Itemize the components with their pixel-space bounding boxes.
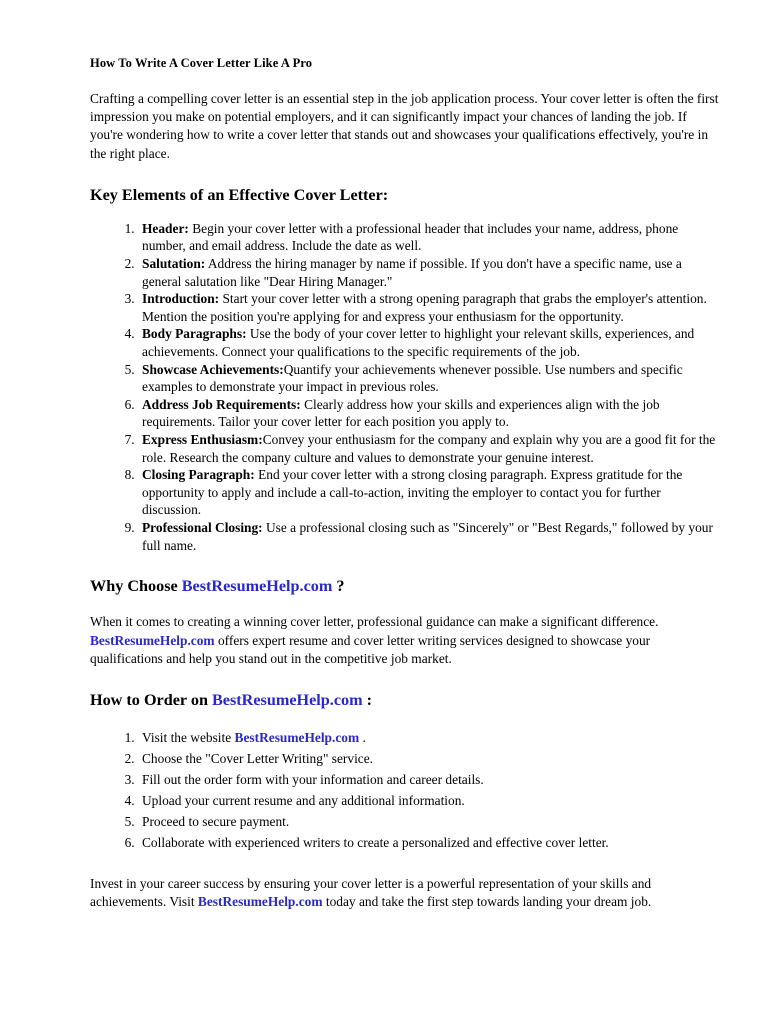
list-item-text: Start your cover letter with a strong opening paragraph that grabs the employer's attention. Mention the position you're applying for and express your enthusiasm for the opportunity. <box>142 291 707 324</box>
list-item <box>138 290 720 325</box>
heading-text-after: ? <box>332 577 345 596</box>
list-item-term: Professional Closing: <box>142 519 263 535</box>
list-item <box>138 769 720 790</box>
list-item-text: End your cover letter with a strong closing paragraph. Express gratitude for the opportunity to apply and include a call-to-action, inviting the employer to contact you for further discussion. <box>142 467 683 518</box>
section-heading-why-choose <box>90 576 720 597</box>
list-item <box>138 361 720 396</box>
key-elements-list <box>90 220 720 554</box>
brand-link[interactable]: BestResumeHelp.com <box>181 577 333 596</box>
step-text-before: Visit the website <box>142 730 235 746</box>
list-item <box>138 325 720 360</box>
list-item-text: Use a professional closing such as "Sincerely" or "Best Regards," followed by your full name. <box>142 519 713 553</box>
brand-link[interactable]: BestResumeHelp.com <box>234 730 360 746</box>
list-item <box>138 519 720 554</box>
brand-link[interactable]: BestResumeHelp.com <box>90 632 215 648</box>
step-text-before: Upload your current resume and any additional information. <box>142 793 465 809</box>
list-item-term: Introduction: <box>142 291 220 307</box>
list-item <box>138 396 720 431</box>
list-item <box>138 431 720 466</box>
list-item <box>138 748 720 769</box>
list-item-text: Convey your enthusiasm for the company and explain why you are a good fit for the role. Research the company culture and values to demonstrate your genuine interest. <box>142 432 716 465</box>
document-content <box>90 56 720 912</box>
step-text-before: Collaborate with experienced writers to create a personalized and effective cover letter. <box>142 835 609 851</box>
brand-link[interactable]: BestResumeHelp.com <box>212 691 363 710</box>
heading-text-after: : <box>362 691 373 710</box>
intro-paragraph: Crafting a compelling cover letter is an essential step in the job application process. Your cover letter is often the first impression you make on potential employers, and it can significantly impact your chances of landing the job. If you're wondering how to write a cover letter that stands out and showcases your qualifications effectively, you're in the right place. <box>90 90 719 161</box>
list-item <box>138 727 720 748</box>
list-item <box>138 832 720 853</box>
section-heading-how-to-order <box>90 690 720 711</box>
list-item-term: Salutation: <box>142 256 206 272</box>
page-title: How To Write A Cover Letter Like A Pro <box>90 56 313 70</box>
list-item <box>138 811 720 832</box>
closing-paragraph <box>90 875 720 912</box>
list-item-text: Quantify your achievements whenever possible. Use numbers and specific examples to demonstrate your impact in previous roles. <box>142 361 683 395</box>
step-text-before: Proceed to secure payment. <box>142 814 290 830</box>
step-text-before: Choose the "Cover Letter Writing" service. <box>142 751 374 767</box>
order-steps-list <box>90 727 720 853</box>
list-item-text: Clearly address how your skills and experiences align with the job requirements. Tailor your cover letter for each position you apply to. <box>142 396 660 430</box>
step-text-after: . <box>359 730 366 746</box>
step-text-before: Fill out the order form with your information and career details. <box>142 772 484 788</box>
heading-text-before: How to Order on <box>90 691 212 710</box>
list-item-text: Address the hiring manager by name if possible. If you don't have a specific name, use a general salutation like "Dear Hiring Manager." <box>142 256 682 289</box>
section-heading-key-elements: Key Elements of an Effective Cover Letter: <box>90 185 389 204</box>
list-item <box>138 466 720 519</box>
list-item-term: Closing Paragraph: <box>142 467 255 483</box>
list-item <box>138 255 720 290</box>
list-item-term: Address Job Requirements: <box>142 396 301 412</box>
list-item <box>138 790 720 811</box>
list-item <box>138 220 720 255</box>
list-item-term: Header: <box>142 220 189 236</box>
paragraph-text-after: today and take the first step towards landing your dream job. <box>322 894 652 910</box>
list-item-text: Use the body of your cover letter to highlight your relevant skills, experiences, and achievements. Connect your qualifications to the specific requirements of the job. <box>142 326 695 360</box>
brand-link[interactable]: BestResumeHelp.com <box>197 894 323 910</box>
list-item-text: Begin your cover letter with a professional header that includes your name, address, phone number, and email address. Include the date as well. <box>142 220 679 254</box>
paragraph-text-after: offers expert resume and cover letter writing services designed to showcase your qualifications and help you stand out in the competitive job market. <box>90 632 651 666</box>
why-choose-paragraph <box>90 613 720 668</box>
list-item-term: Body Paragraphs: <box>142 326 247 342</box>
heading-text-before: Why Choose <box>90 577 182 596</box>
list-item-term: Showcase Achievements: <box>142 361 284 377</box>
list-item-term: Express Enthusiasm: <box>142 432 263 447</box>
paragraph-text-before: Invest in your career success by ensuring your cover letter is a powerful representation of your skills and achievements. Visit <box>90 876 652 910</box>
paragraph-text-before: When it comes to creating a winning cover letter, professional guidance can make a significant difference. <box>90 614 659 630</box>
